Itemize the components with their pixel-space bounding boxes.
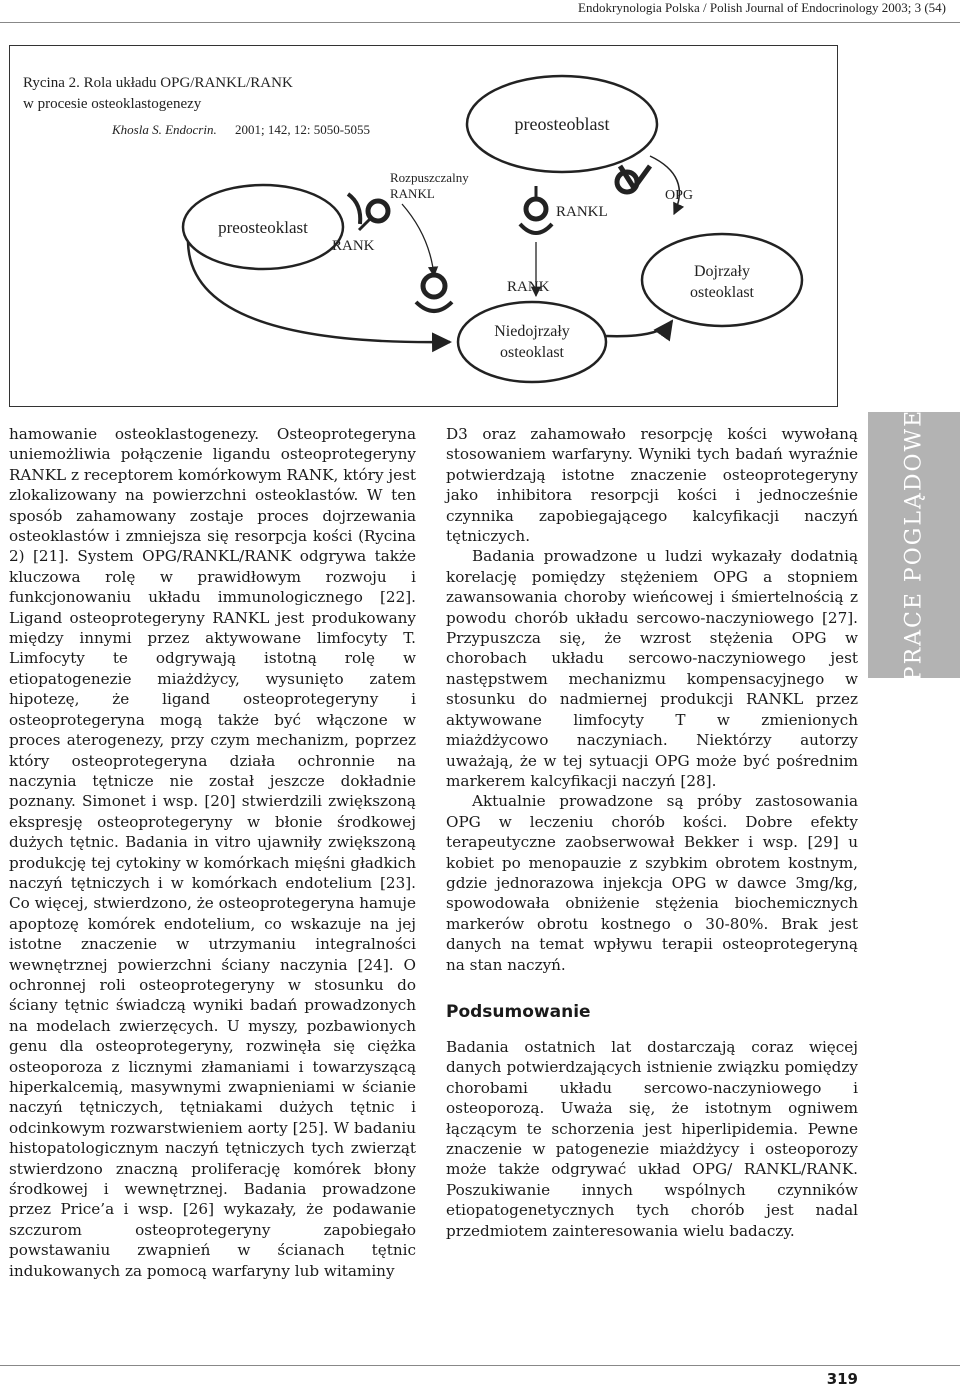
right-paragraph-2: Badania prowadzone u ludzi wykazały dodatnią korelację pomiędzy stężeniem OPG a stopniem zawansowania choroby wieńcowej i śmiertelnością z powodu chorób układu sercowo-naczyniowego [27]. Przypuszcza się, że wzrost stężenia OPG w chorobach układu sercowo-naczyniowego jest następstwem mechanizmu kompensacyjnego w stosunku do nadmiernej produkcji RANKL przez aktywowane limfocyty T w zmienionych miażdżycowo naczyniach. Niektórzy autorzy uważają, że w tej sytuacji OPG może być pośrednim markerem kalcyfikacji naczyń [28].: [446, 547, 858, 790]
rankl-right-label: RANKL: [556, 204, 608, 220]
mature-osteoklast-cell: [642, 234, 802, 326]
running-head: Endokrynologia Polska / Polish Journal of Endocrinology 2003; 3 (54): [578, 0, 946, 15]
rank-center-label: RANK: [507, 279, 550, 295]
osteoclastogenesis-diagram: [10, 46, 836, 405]
figure-2: [9, 45, 838, 407]
soluble-rankl-line1: Rozpuszczalny: [390, 170, 469, 185]
rankl-bound-left-icon: [423, 275, 445, 297]
section-heading-summary: Podsumowanie: [446, 1001, 591, 1022]
rank-receptor-center-icon: [520, 224, 552, 233]
rankl-ligand-icon: [526, 199, 546, 219]
opg-label: OPG: [665, 188, 694, 203]
figure-source-journal: Khosla S. Endocrin.: [112, 122, 217, 137]
figure-caption-line1: Rycina 2. Rola układu OPG/RANKL/RANK: [23, 75, 293, 91]
immature-osteoklast-cell: [458, 302, 606, 382]
preosteoblast-label: preosteoblast: [514, 114, 610, 134]
immature-label-line2: osteoklast: [500, 344, 564, 361]
figure-caption-line2: w procesie osteoklastogenezy: [23, 96, 202, 112]
immature-label-line1: Niedojrzały: [494, 323, 570, 340]
page-number: 319: [826, 1370, 858, 1388]
section-sidebar-label: PRACE POGLĄDOWE: [901, 408, 927, 682]
right-paragraph-1: D3 oraz zahamowało resorpcję kości wywołaną stosowaniem warfaryny. Wyniki tych badań wyraźnie potwierdzają istotne znaczenie osteoprotegeryny jako inhibitora resorpcji kości i jednocześnie czynnika zapobiegającego kalcyfikacji naczyń tętniczych.: [446, 425, 858, 546]
section-sidebar-tab: [868, 408, 960, 682]
right-paragraph-3: Aktualnie prowadzone są próby zastosowania OPG w leczeniu chorób kości. Dobre efekty terapeutyczne zaobserwował Bekker i wsp. [29] u kobiet po menopauzie z szybkim obrotem kostnym, gdzie jednorazowa injekcja OPG w dawce 3mg/kg, spowodowała obniżenie stężenia biochemicznych markerów obrotu kostnego o 30-80%. Brak jest danych na temat wpływu terapii osteoprotegeryną na stan naczyń.: [446, 792, 858, 974]
soluble-rankl-line2: RANKL: [390, 186, 435, 201]
left-paragraph: hamowanie osteoklastogenezy. Osteoprotegeryna uniemożliwia połączenie ligandu osteoprotegeryny RANKL z receptorem komórkowym RANK, który jest zlokalizowany na powierzchni osteoklastów. W ten sposób zahamowany zostaje proces dojrzewania osteoklastów i zmniejsza się resorpcja kości (Rycina 2) [21]. System OPG/RANKL/RANK odgrywa także kluczowa rolę w prawidłowym rozwoju i funkcjonowaniu układu immunologicznego [22]. Ligand osteoprotegeryny RANKL jest produkowany między innymi przez aktywowane limfocyty T. Limfocyty te odgrywają istotną rolę w etiopatogenezie miażdżycy, wysunięto zatem hipotezę, że ligand osteoprotegeryny i osteoprotegeryna mogą także być włączone w proces aterogenezy, przy czym mechanizm, poprzez który osteoprotegeryna działa ochronnie na naczynia tętnicze nie został jeszcze dokładnie poznany. Simonet i wsp. [20] stwierdzili zwiększoną ekspresję osteoprotegeryny w błonie środkowej dużych tętnic. Badania in vitro ujawniły zwiększoną produkcję tej cytokiny w komórkach mięśni gładkich naczyń tętniczych i w komórkach endotelium [23]. Co więcej, stwierdzono, że osteoprotegeryna hamuje apoptozę komórek endotelium, co wskazuje na jej istotne znaczenie w utrzymaniu integralności wewnętrznej powierzchni ściany naczynia [24]. O ochronnej roli osteoprotegeryny w stosunku do ściany tętnic świadczą wyniki badań prowadzonych na modelach zwierzęcych. U myszy, pozbawionych genu dla osteoprotegeryny, rozwinęła się ciężka osteoporoza z licznymi złamaniami i towarzyszącą hiperkalcemią, masywnymi zwapnieniami w ścianie naczyń tętniczych, tętniakami dużych tętnic i odcinkowym rozwarstwieniem aorty [25]. W badaniu histopatologicznym naczyń tętniczych tych zwierząt stwierdzono znaczną proliferację komórek błony środkowej i wewnętrznej. Badania prowadzone przez Price’a i wsp. [26] wykazały, że podawanie szczurom osteoprotegeryny zapobiegało powstawaniu zwapnień w ścianach tętnic indukowanych za pomocą warfaryny lub witaminy: [9, 425, 416, 1280]
figure-source-details: 2001; 142, 12: 5050-5055: [235, 122, 371, 137]
left-column: [9, 424, 416, 1281]
rank-receptor-icon: [348, 194, 360, 224]
footer-rule: [0, 1365, 960, 1366]
header-rule: [0, 22, 960, 23]
preosteoklast-label: preosteoklast: [218, 218, 308, 237]
mature-label-line2: osteoklast: [690, 284, 754, 301]
rank-left-label: RANK: [332, 238, 375, 254]
right-column: [446, 424, 858, 1241]
mature-label-line1: Dojrzały: [694, 263, 750, 280]
summary-paragraph: Badania ostatnich lat dostarczają coraz więcej danych potwierdzających istnienie związku pomiędzy chorobami układu sercowo-naczyniowego i osteoporozą. Uważa się, że istotnym ogniwem łączącym te schorzenia jest hiperlipidemia. Pewne znaczenie w patogenezie miażdżycy i osteoporozy może także odgrywać układ OPG/ RANKL/RANK. Poszukiwanie innych wspólnych czynników etiopatogenetycznych tych chorób jest nadal przedmiotem zainteresowania wielu badaczy.: [446, 1037, 858, 1240]
maturation-arrow: [606, 321, 672, 336]
